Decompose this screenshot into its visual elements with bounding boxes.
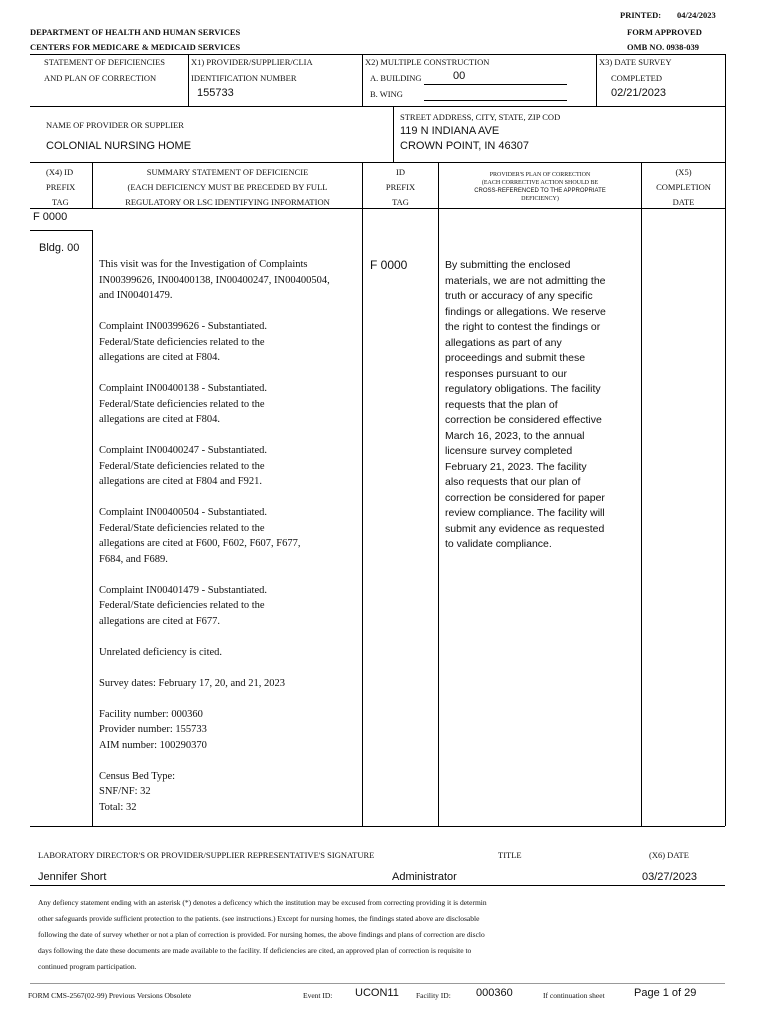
summary-paragraph: Facility number: 000360 Provider number: 155733 AIM number: 100290370 — [99, 708, 207, 751]
form-number: FORM CMS-2567(02-99) Previous Versions Obsolete — [28, 991, 192, 1000]
provider-name-label: NAME OF PROVIDER OR SUPPLIER — [46, 120, 184, 130]
signature-date-value: 03/27/2023 — [642, 871, 698, 883]
statement-label-line2: AND PLAN OF CORRECTION — [44, 73, 157, 83]
disclaimer-line: following the date of survey whether or not a plan of correction is provided. For nursing homes, the above findings and plans of correction are disclo — [38, 930, 485, 939]
title-label: TITLE — [498, 850, 522, 860]
wing-label: B. WING — [370, 89, 403, 99]
plan-header-4: DEFICIENCY) — [521, 196, 559, 202]
summary-paragraph: Complaint IN00401479 - Substantiated. Federal/State deficiencies related to the allegations are cited at F677. — [99, 584, 267, 627]
page-number: Page 1 of 29 — [634, 987, 697, 999]
facility-id-value: 000360 — [476, 987, 513, 999]
disclaimer-line: Any defiency statement ending with an asterisk (*) denotes a deficency which the institution may be excused from correcting providing it is determin — [38, 898, 487, 907]
provider-id-label-line1: X1) PROVIDER/SUPPLIER/CLIA — [191, 57, 313, 67]
x6-date-label: (X6) DATE — [649, 850, 689, 860]
id-label-2: PREFIX — [385, 182, 416, 192]
building-label: A. BUILDING — [370, 73, 422, 83]
signature-value: Jennifer Short — [38, 871, 107, 883]
x5-label-2: COMPLETION — [656, 182, 711, 192]
address-line1: 119 N INDIANA AVE — [400, 125, 500, 137]
provider-id-label-line2: IDENTIFICATION NUMBER — [191, 73, 297, 83]
form-approved-label: FORM APPROVED — [627, 27, 702, 37]
omb-number: OMB NO. 0938-039 — [627, 42, 700, 52]
id-label-1: ID — [396, 167, 405, 177]
summary-paragraph: Complaint IN00400247 - Substantiated. Federal/State deficiencies related to the allegations are cited at F804 and F921. — [99, 445, 267, 487]
x4-label-1: (X4) ID — [46, 167, 74, 177]
date-survey-label-line1: X3) DATE SURVEY — [599, 57, 672, 67]
plan-header-2: (EACH CORRECTIVE ACTION SHOULD BE — [481, 180, 599, 186]
summary-header-1: SUMMARY STATEMENT OF DEFICIENCIE — [146, 167, 309, 177]
title-value: Administrator — [392, 871, 457, 883]
summary-header-2: (EACH DEFICIENCY MUST BE PRECEDED BY FULL — [127, 182, 328, 192]
summary-statement — [99, 257, 361, 831]
id-label-3: TAG — [392, 197, 409, 207]
printed-date: 04/24/2023 — [677, 10, 716, 20]
summary-paragraph: Survey dates: February 17, 20, and 21, 2023 — [99, 677, 286, 689]
centers-name: CENTERS FOR MEDICARE & MEDICAID SERVICES — [30, 42, 241, 52]
provider-name-value: COLONIAL NURSING HOME — [46, 140, 192, 152]
provider-id-value: 155733 — [197, 87, 234, 99]
summary-paragraph: Census Bed Type: SNF/NF: 32 Total: 32 — [99, 770, 176, 813]
summary-paragraph: This visit was for the Investigation of Complaints IN00399626, IN00400138, IN00400247, IN00400504, and IN00401479. — [99, 259, 330, 301]
printed-label: PRINTED: — [620, 10, 662, 20]
summary-header-3: REGULATORY OR LSC IDENTIFYING INFORMATION — [125, 197, 330, 207]
statement-label-line1: STATEMENT OF DEFICIENCIES — [44, 57, 166, 67]
address-label: STREET ADDRESS, CITY, STATE, ZIP COD — [400, 112, 561, 122]
deficiency-tag-right: F 0000 — [370, 258, 408, 272]
event-id-label: Event ID: — [303, 991, 333, 1000]
plan-of-correction-text: By submitting the enclosed materials, we are not admitting the truth or accuracy of any specific findings or allegations. We reserve the right to contest the findings or allegations as part of any proceedings and submit these responses pursuant to our regulatory obligations. The facility requests that the plan of correction be considered effective March 16, 2023, to the annual licensure survey completed February 21, 2023. The facility also requests that our plan of correction be considered for paper review compliance. The facility will submit any evidence as requested to validate compliance. — [445, 259, 606, 550]
x5-label-3: DATE — [672, 197, 695, 207]
summary-paragraph: Complaint IN00400504 - Substantiated. Federal/State deficiencies related to the allegations are cited at F600, F602, F607, F677, F684, and F689. — [99, 507, 301, 565]
summary-paragraph: Complaint IN00400138 - Substantiated. Federal/State deficiencies related to the allegations are cited at F804. — [99, 383, 267, 425]
signature-label: LABORATORY DIRECTOR'S OR PROVIDER/SUPPLIER REPRESENTATIVE'S SIGNATURE — [38, 850, 375, 860]
summary-paragraph: Unrelated deficiency is cited. — [99, 646, 223, 658]
building-value: 00 — [453, 70, 466, 82]
multiple-construction-label: X2) MULTIPLE CONSTRUCTION — [365, 57, 490, 67]
continuation-label: If continuation sheet — [543, 991, 605, 1000]
building-number: Bldg. 00 — [39, 242, 80, 254]
disclaimer-text — [38, 895, 728, 975]
date-survey-value: 02/21/2023 — [611, 87, 667, 99]
x4-label-3: TAG — [52, 197, 69, 207]
event-id-value: UCON11 — [355, 987, 399, 999]
disclaimer-line: days following the date these documents are made available to the facility. If deficiencies are cited, an approved plan of correction is requisite to — [38, 946, 472, 955]
disclaimer-line: continued program participation. — [38, 962, 137, 971]
x4-label-2: PREFIX — [46, 182, 76, 192]
department-name: DEPARTMENT OF HEALTH AND HUMAN SERVICES — [30, 27, 241, 37]
deficiency-tag-left: F 0000 — [33, 211, 68, 223]
facility-id-label: Facility ID: — [416, 991, 451, 1000]
plan-header-3: CROSS-REFERENCED TO THE APPROPRIATE — [474, 188, 606, 194]
x5-label-1: (X5) — [675, 167, 692, 177]
date-survey-label-line2: COMPLETED — [611, 73, 662, 83]
disclaimer-line: other safeguards provide sufficient protection to the patients. (see instructions.) Except for nursing homes, the findings stated above are disclosable — [38, 914, 480, 923]
summary-paragraph: Complaint IN00399626 - Substantiated. Federal/State deficiencies related to the allegations are cited at F804. — [99, 321, 267, 363]
address-line2: CROWN POINT, IN 46307 — [400, 140, 529, 152]
plan-header-1: PROVIDER'S PLAN OF CORRECTION — [489, 172, 591, 178]
